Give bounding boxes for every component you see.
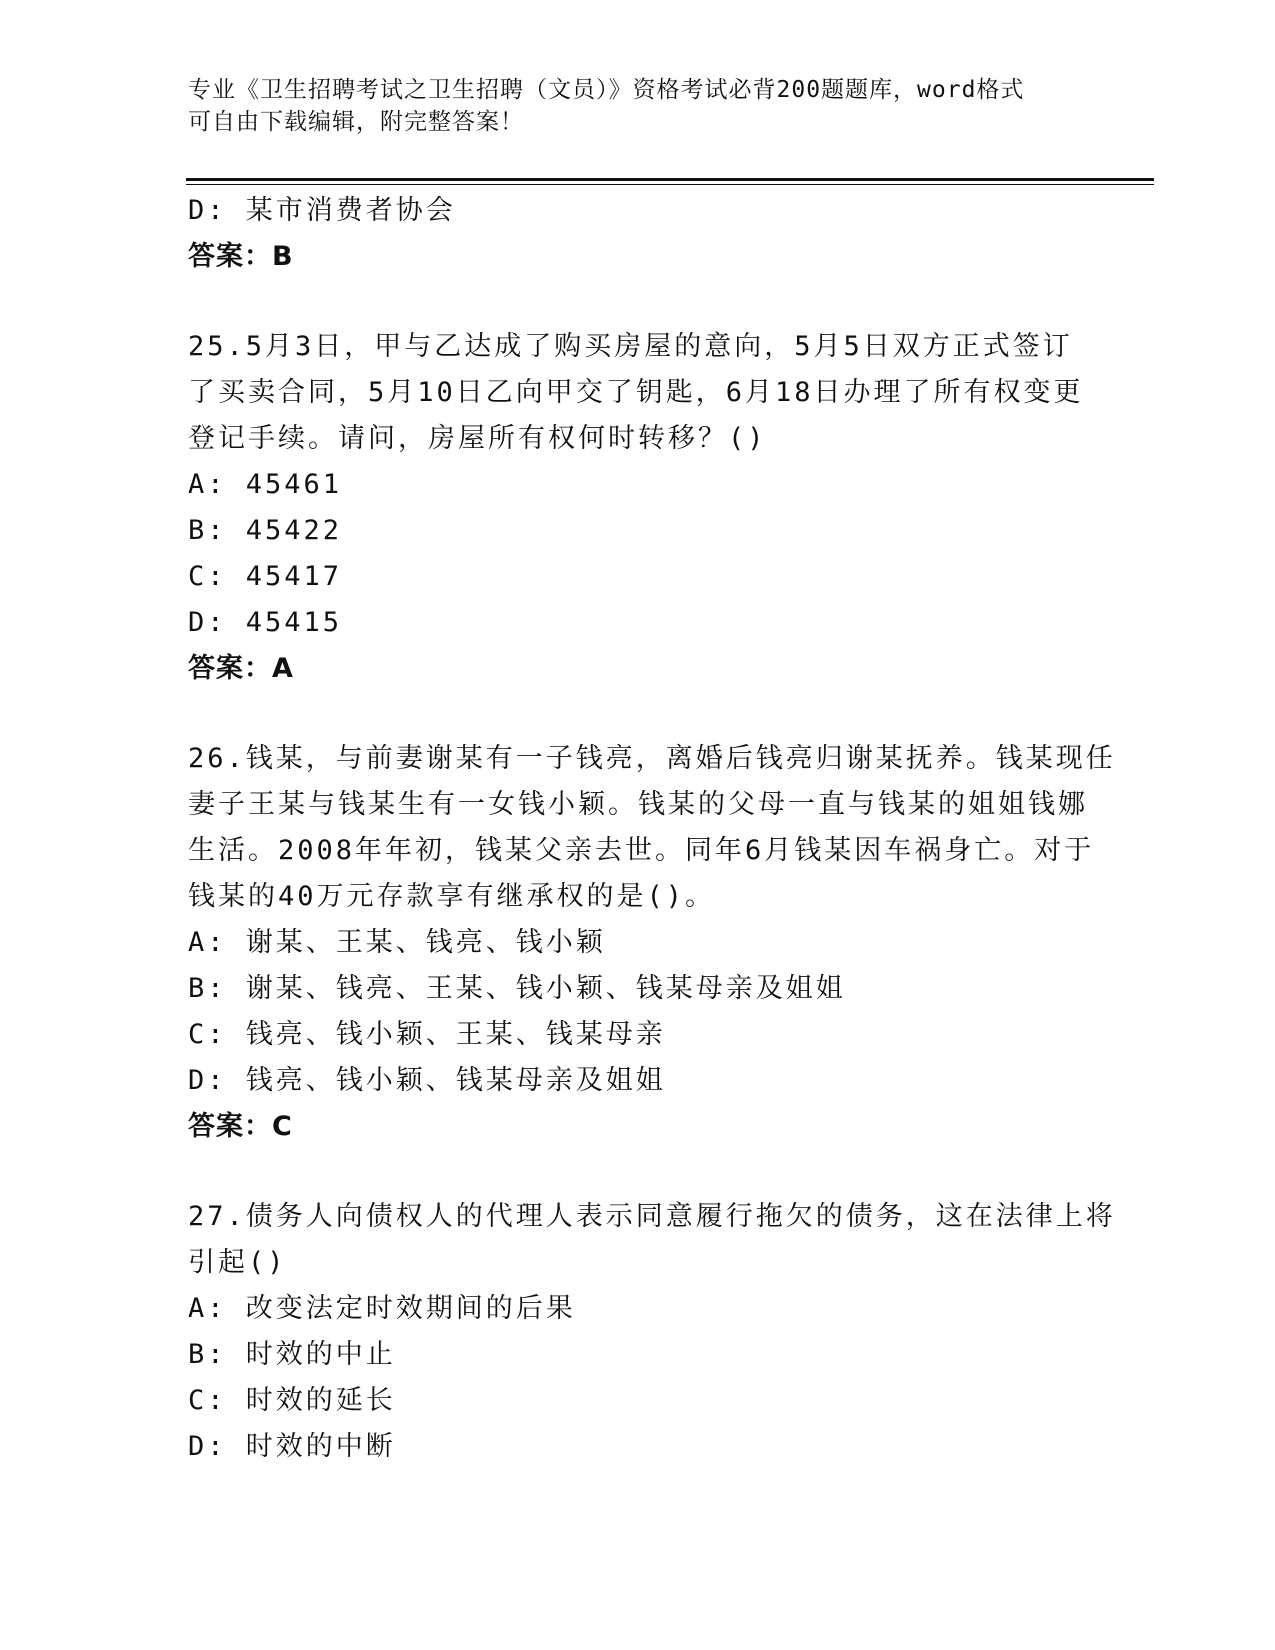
question-25 (188, 324, 1088, 692)
question-27-option-c: C: 时效的延长 (188, 1385, 396, 1416)
prev-answer: 答案：B (188, 241, 294, 272)
question-26 (188, 736, 1116, 1150)
question-25-option-d: D: 45415 (188, 607, 343, 638)
question-list (188, 188, 1116, 1470)
question-26-option-d: D: 钱亮、钱小颖、钱某母亲及姐姐 (188, 1065, 666, 1096)
question-27-option-a: A: 改变法定时效期间的后果 (188, 1293, 576, 1324)
question-26-answer: 答案：C (188, 1111, 293, 1142)
question-26-stem-4: 钱某的40万元存款享有继承权的是()。 (188, 881, 716, 912)
header-line-2: 可自由下载编辑，附完整答案！ (188, 109, 524, 135)
question-27 (188, 1194, 1116, 1470)
question-25-stem-2: 了买卖合同，5月10日乙向甲交了钥匙，6月18日办理了所有权变更 (188, 377, 1084, 408)
question-27-option-d: D: 时效的中断 (188, 1431, 396, 1462)
prev-option-d: D: 某市消费者协会 (188, 195, 456, 226)
question-26-stem-1: 26.钱某，与前妻谢某有一子钱亮，离婚后钱亮归谢某抚养。钱某现任 (188, 743, 1116, 774)
header-divider-thin (186, 184, 1154, 185)
question-26-option-c: C: 钱亮、钱小颖、王某、钱某母亲 (188, 1019, 666, 1050)
question-25-stem-3: 登记手续。请问，房屋所有权何时转移？() (188, 423, 767, 454)
question-25-answer: 答案：A (188, 653, 294, 684)
spacer (188, 1150, 1088, 1194)
document-header (188, 74, 1068, 138)
question-26-stem-2: 妻子王某与钱某生有一女钱小颖。钱某的父母一直与钱某的姐姐钱娜 (188, 789, 1088, 820)
spacer (188, 692, 1088, 736)
question-25-option-c: C: 45417 (188, 561, 343, 592)
question-25-option-b: B: 45422 (188, 515, 343, 546)
question-27-stem-1: 27.债务人向债权人的代理人表示同意履行拖欠的债务，这在法律上将 (188, 1201, 1116, 1232)
question-26-option-b: B: 谢某、钱亮、王某、钱小颖、钱某母亲及姐姐 (188, 973, 846, 1004)
spacer (188, 280, 1088, 324)
question-26-option-a: A: 谢某、王某、钱亮、钱小颖 (188, 927, 606, 958)
header-divider-thick (186, 178, 1154, 181)
question-25-stem-1: 25.5月3日，甲与乙达成了购买房屋的意向，5月5日双方正式签订 (188, 331, 1073, 362)
question-27-stem-2: 引起() (188, 1247, 287, 1278)
question-25-option-a: A: 45461 (188, 469, 343, 500)
header-line-1: 专业《卫生招聘考试之卫生招聘（文员）》资格考试必背200题题库，word格式 (188, 77, 1025, 103)
question-27-option-b: B: 时效的中止 (188, 1339, 396, 1370)
question-26-stem-3: 生活。2008年年初，钱某父亲去世。同年6月钱某因车祸身亡。对于 (188, 835, 1095, 866)
